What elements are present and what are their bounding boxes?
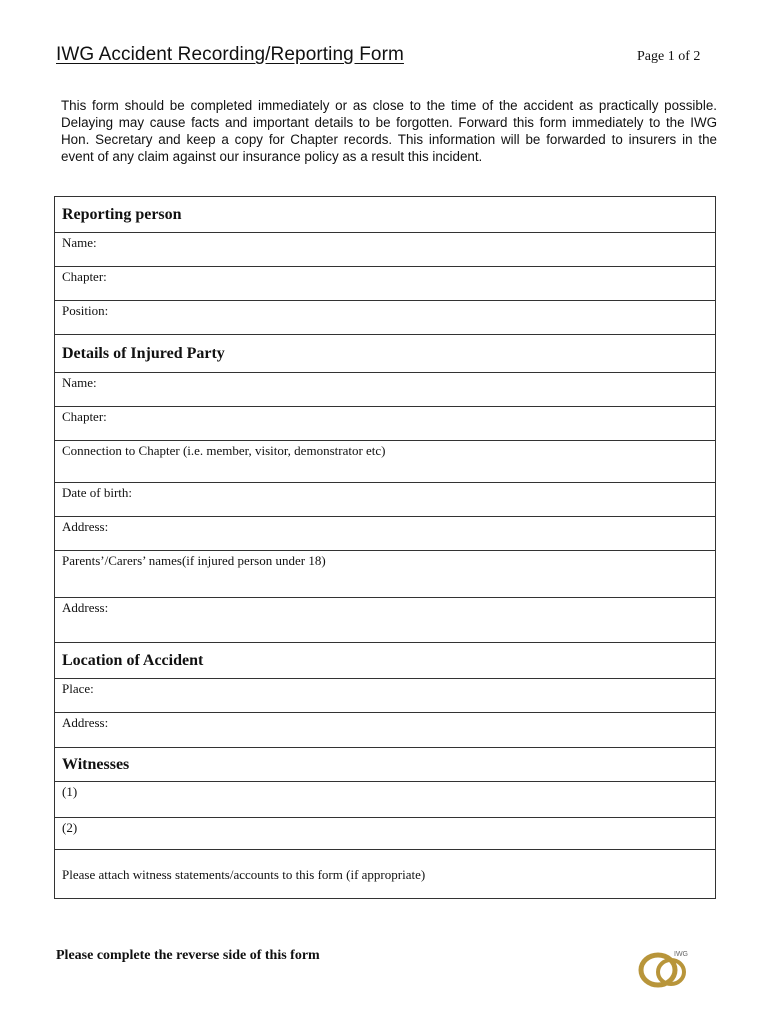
parents-address-field[interactable]: Address: — [55, 598, 716, 643]
witness-attach-note: Please attach witness statements/accounts to this form (if appropriate) — [55, 850, 716, 899]
injured-dob-field[interactable]: Date of birth: — [55, 483, 716, 517]
logo-text: IWG — [674, 951, 688, 958]
reverse-side-note: Please complete the reverse side of this form — [56, 948, 320, 963]
accident-form-table — [54, 196, 716, 899]
page-number: Page 1 of 2 — [637, 49, 701, 64]
location-address-field[interactable]: Address: — [55, 713, 716, 748]
injured-address-field[interactable]: Address: — [55, 517, 716, 551]
reporting-name-field[interactable]: Name: — [55, 233, 716, 267]
reporting-chapter-field[interactable]: Chapter: — [55, 267, 716, 301]
parents-names-field[interactable]: Parents’/Carers’ names(if injured person under 18) — [55, 551, 716, 598]
section-heading-witnesses: Witnesses — [55, 748, 716, 782]
iwg-logo — [638, 945, 694, 989]
section-heading-reporting-person: Reporting person — [55, 197, 716, 233]
witness-1-field[interactable]: (1) — [55, 782, 716, 818]
section-heading-location: Location of Accident — [55, 643, 716, 679]
form-title: IWG Accident Recording/Reporting Form — [56, 44, 404, 65]
intro-paragraph: This form should be completed immediately or as close to the time of the accident as practically possible. Delaying may cause facts and important details to be forgotten. Forward this form immediately to the IWG Hon. Secretary and keep a copy for Chapter records. This information will be forwarded to insurers in the event of any claim against our insurance policy as a result this incident. — [61, 98, 717, 164]
location-place-field[interactable]: Place: — [55, 679, 716, 713]
injured-name-field[interactable]: Name: — [55, 373, 716, 407]
injured-chapter-field[interactable]: Chapter: — [55, 407, 716, 441]
section-heading-injured-party: Details of Injured Party — [55, 335, 716, 373]
witness-2-field[interactable]: (2) — [55, 818, 716, 850]
reporting-position-field[interactable]: Position: — [55, 301, 716, 335]
injured-connection-field[interactable]: Connection to Chapter (i.e. member, visitor, demonstrator etc) — [55, 441, 716, 483]
